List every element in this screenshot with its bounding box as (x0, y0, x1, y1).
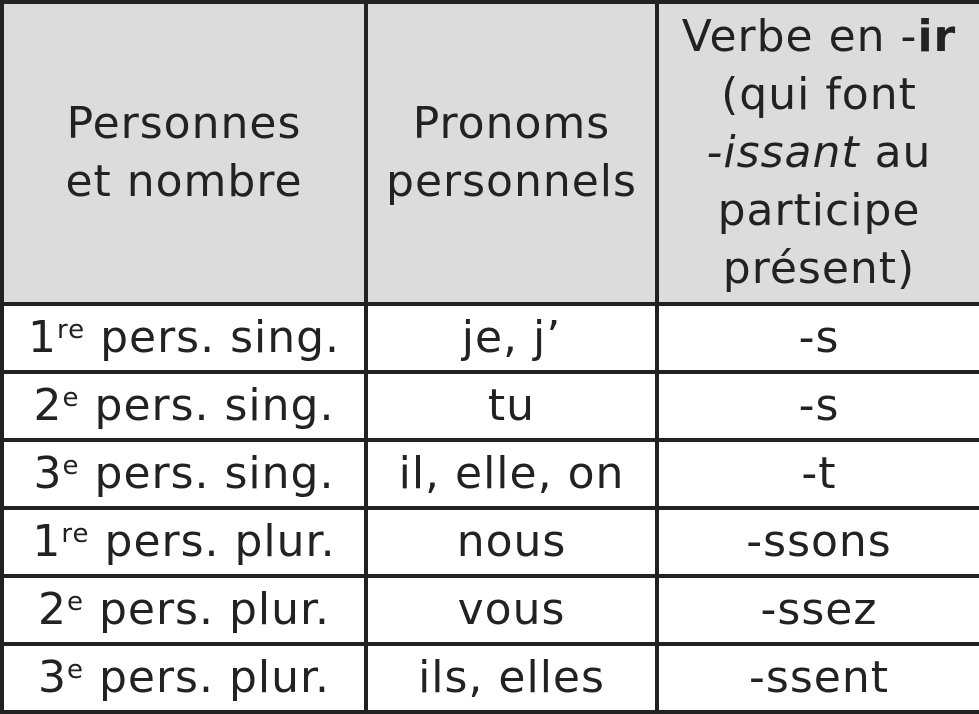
header-persons-line2: et nombre (65, 156, 303, 207)
table-row (2, 304, 979, 372)
person-cell (2, 508, 366, 576)
header-row (2, 2, 979, 304)
person-cell (2, 576, 366, 644)
table-row (2, 644, 979, 712)
table-row (2, 440, 979, 508)
table-row (2, 508, 979, 576)
person-number: 2 (37, 584, 67, 635)
person-label: pers. plur. (83, 584, 331, 635)
header-verb-prefix: Verbe en - (681, 11, 918, 62)
person-number: 1 (27, 312, 57, 363)
header-pronouns-line2: personnels (386, 156, 637, 207)
ending-cell: -ssons (657, 508, 979, 576)
header-verb-line3 (659, 124, 979, 182)
person-cell (2, 304, 366, 372)
person-label: pers. sing. (79, 380, 335, 431)
person-cell (2, 644, 366, 712)
pronoun-cell: ils, elles (366, 644, 657, 712)
pronoun-cell: vous (366, 576, 657, 644)
header-persons-line1: Personnes (66, 98, 302, 149)
person-ordinal: e (62, 451, 80, 481)
person-ordinal: e (66, 587, 84, 617)
pronoun-cell: nous (366, 508, 657, 576)
person-label: pers. plur. (83, 652, 331, 703)
ending-cell: -s (657, 304, 979, 372)
person-label: pers. sing. (79, 448, 335, 499)
header-verb-line4: participe (717, 185, 921, 236)
ending-cell: -ssent (657, 644, 979, 712)
header-verb-issant: -issant (706, 127, 860, 178)
pronoun-cell: il, elle, on (366, 440, 657, 508)
person-number: 1 (32, 516, 62, 567)
ending-cell: -ssez (657, 576, 979, 644)
header-persons (2, 2, 366, 304)
table-row (2, 576, 979, 644)
header-verb-line2: (qui font (721, 69, 917, 120)
header-pronouns (366, 2, 657, 304)
person-ordinal: re (56, 315, 86, 345)
person-number: 2 (33, 380, 63, 431)
person-ordinal: e (62, 383, 80, 413)
person-ordinal: e (66, 655, 84, 685)
person-label: pers. plur. (89, 516, 336, 567)
header-verb-suffix: ir (917, 11, 957, 62)
table-header (2, 2, 979, 304)
table-row (2, 372, 979, 440)
header-verb-au: au (859, 127, 932, 178)
person-cell (2, 440, 366, 508)
pronoun-cell: je, j’ (366, 304, 657, 372)
person-ordinal: re (61, 519, 90, 549)
table-body (2, 304, 979, 712)
header-verb-line1 (659, 8, 979, 66)
person-cell (2, 372, 366, 440)
person-number: 3 (33, 448, 63, 499)
header-pronouns-line1: Pronoms (412, 98, 611, 149)
person-number: 3 (37, 652, 67, 703)
header-verb-line5: présent) (722, 243, 916, 294)
pronoun-cell: tu (366, 372, 657, 440)
ending-cell: -t (657, 440, 979, 508)
ending-cell: -s (657, 372, 979, 440)
person-label: pers. sing. (85, 312, 341, 363)
header-verb-ending (657, 2, 979, 304)
